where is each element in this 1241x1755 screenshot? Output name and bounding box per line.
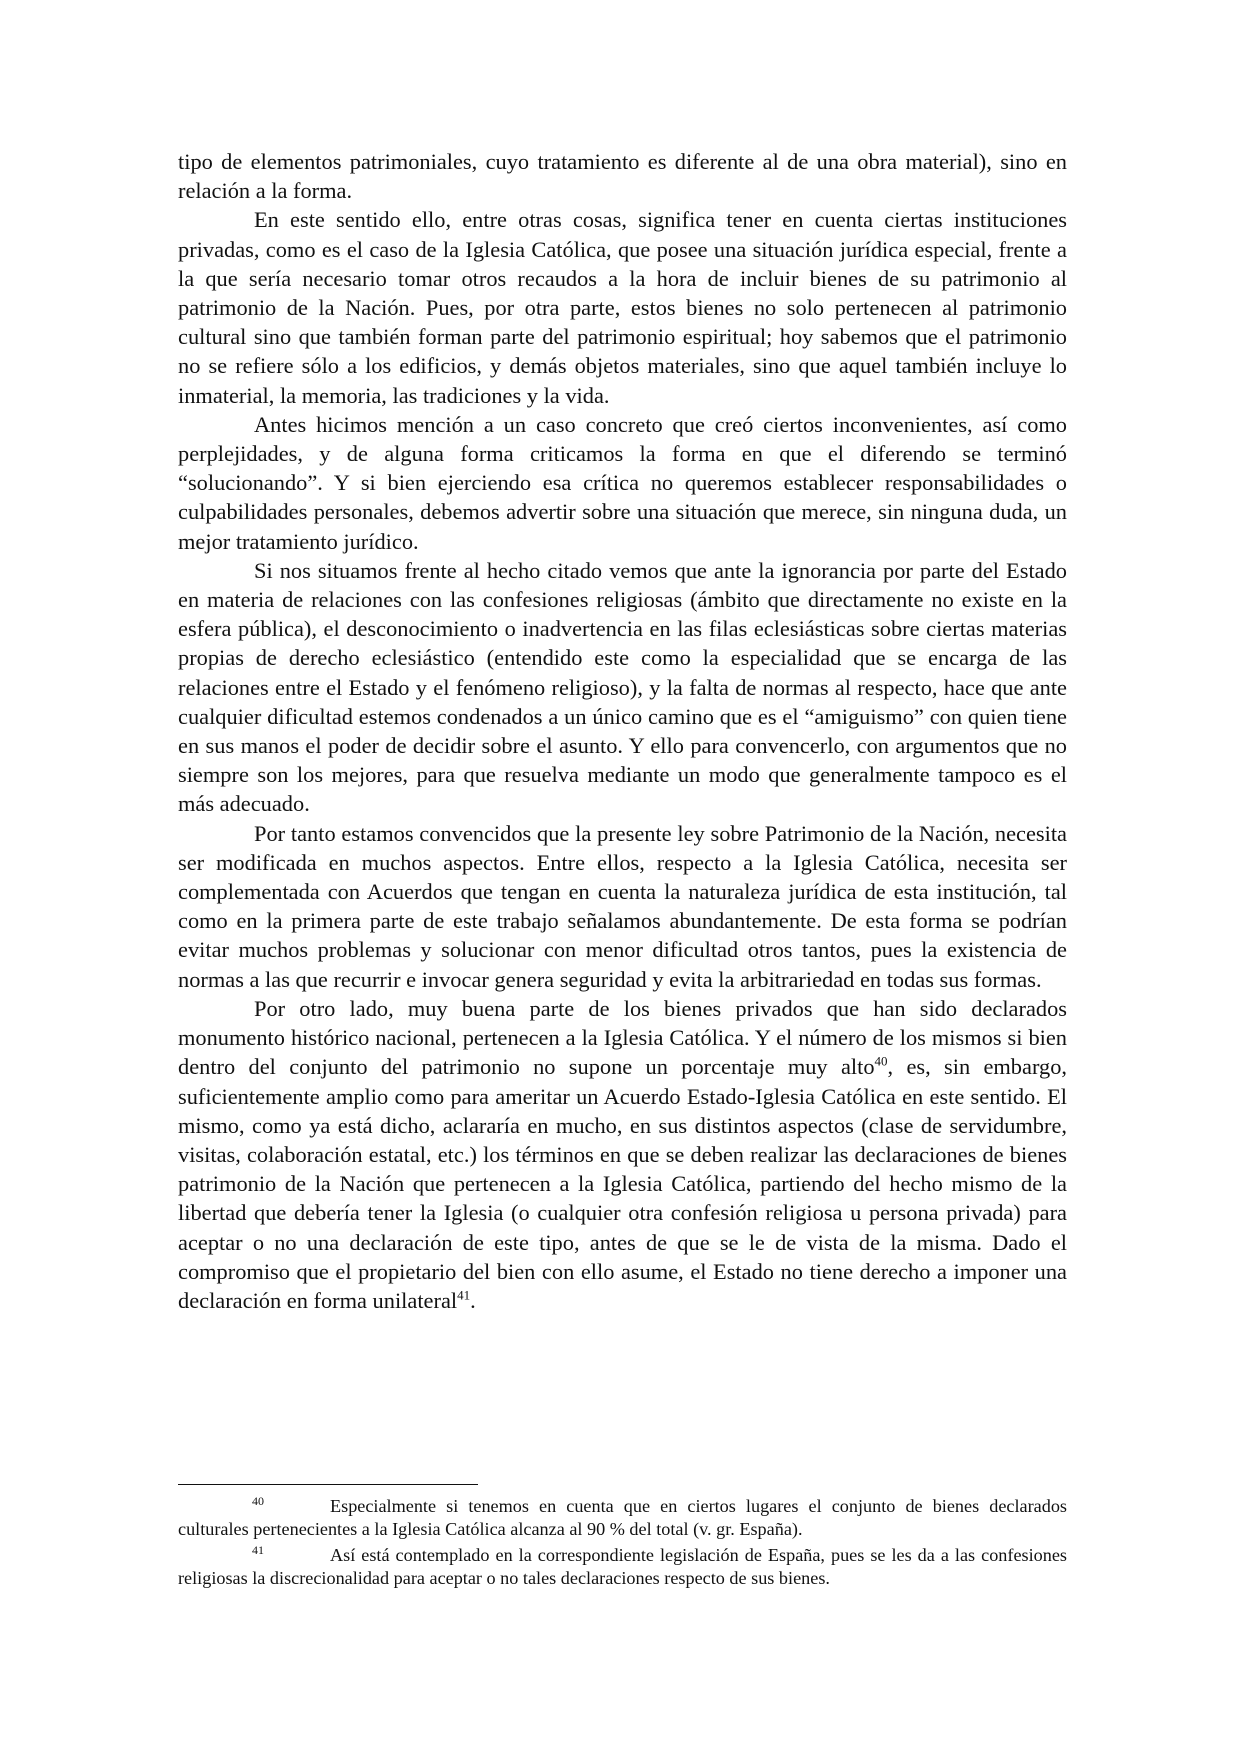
paragraph-6 (178, 994, 1067, 1315)
paragraph-6-part-b: , es, sin embargo, suficientemente amplio como para ameritar un Acuerdo Estado-Iglesia Católica en este sentido. El mismo, como ya está dicho, aclararía en mucho, en sus distintos aspectos (clase de servidumbre, visitas, colaboración estatal, etc.) los términos en que se deben realizar las declaraciones de bienes patrimonio de la Nación que pertenecen a la Iglesia Católica, partiendo del hecho mismo de la libertad que debería tener la Iglesia (o cualquier otra confesión religiosa u persona privada) para aceptar o no una declaración de este tipo, antes de que se le de vista de la misma. Dado el compromiso que el propietario del bien con ello asume, el Estado no tiene derecho a imponer una declaración en forma unilateral (178, 1054, 1067, 1313)
paragraph-2: En este sentido ello, entre otras cosas, significa tener en cuenta ciertas instituciones privadas, como es el caso de la Iglesia Católica, que posee una situación jurídica especial, frente a la que sería necesario tomar otros recaudos a la hora de incluir bienes de su patrimonio al patrimonio de la Nación. Pues, por otra parte, estos bienes no solo pertenecen al patrimonio cultural sino que también forman parte del patrimonio espiritual; hoy sabemos que el patrimonio no se refiere sólo a los edificios, y demás objetos materiales, sino que aquel también incluye lo inmaterial, la memoria, las tradiciones y la vida. (178, 207, 1067, 408)
document-body (178, 147, 1067, 1315)
footnote-ref-40[interactable]: 40 (874, 1053, 888, 1069)
paragraph-4: Si nos situamos frente al hecho citado vemos que ante la ignorancia por parte del Estado en materia de relaciones con las confesiones religiosas (ámbito que directamente no existe en la esfera pública), el desconocimiento o inadvertencia en las filas eclesiásticas sobre ciertas materias propias de derecho eclesiástico (entendido este como la especialidad que se encarga de las relaciones entre el Estado y el fenómeno religioso), y la falta de normas al respecto, hace que ante cualquier dificultad estemos condenados a un único camino que es el “amiguismo” con quien tiene en sus manos el poder de decidir sobre el asunto. Y ello para convencerlo, con argumentos que no siempre son los mejores, para que resuelva mediante un modo que generalmente tampoco es el más adecuado. (178, 557, 1067, 817)
paragraph-3: Antes hicimos mención a un caso concreto que creó ciertos inconvenientes, así como perplejidades, y de alguna forma criticamos la forma en que el diferendo se terminó “solucionando”. Y si bien ejerciendo esa crítica no queremos establecer responsabilidades o culpabilidades personales, debemos advertir sobre una situación que merece, sin ninguna duda, un mejor tratamiento jurídico. (178, 411, 1067, 554)
footnote-41: 41 Así está contemplado en la correspondiente legislación de España, pues se les da a las confesiones religiosas la discrecionalidad para aceptar o no tales declaraciones respecto de sus bienes. (178, 1542, 1067, 1588)
footnote-ref-41[interactable]: 41 (457, 1287, 471, 1303)
footnotes-section (178, 1484, 1067, 1593)
paragraph-6-part-a: Por otro lado, muy buena parte de los bienes privados que han sido declarados monumento histórico nacional, pertenecen a la Iglesia Católica. Y el número de los mismos si bien dentro del conjunto del patrimonio no supone un porcentaje muy alto (178, 995, 1067, 1080)
footnote-separator (178, 1484, 478, 1485)
footnote-40: 40 Especialmente si tenemos en cuenta que en ciertos lugares el conjunto de bienes declarados culturales pertenecientes a la Iglesia Católica alcanza al 90 % del total (v. gr. España). (178, 1493, 1067, 1539)
paragraph-5: Por tanto estamos convencidos que la presente ley sobre Patrimonio de la Nación, necesita ser modificada en muchos aspectos. Entre ellos, respecto a la Iglesia Católica, necesita ser complementada con Acuerdos que tengan en cuenta la naturaleza jurídica de esta institución, tal como en la primera parte de este trabajo señalamos abundantemente. De esta forma se podrían evitar muchos problemas y solucionar con menor dificultad otros tantos, pues la existencia de normas a las que recurrir e invocar genera seguridad y evita la arbitrariedad en todas sus formas. (178, 820, 1067, 992)
footnote-text: Así está contemplado en la correspondiente legislación de España, pues se les da a las confesiones religiosas la discrecionalidad para aceptar o no tales declaraciones respecto de sus bienes. (178, 1545, 1067, 1588)
footnote-text: Especialmente si tenemos en cuenta que en ciertos lugares el conjunto de bienes declarados culturales pertenecientes a la Iglesia Católica alcanza al 90 % del total (v. gr. España). (178, 1496, 1067, 1539)
paragraph-6-part-c: . (470, 1287, 476, 1313)
paragraph-1: tipo de elementos patrimoniales, cuyo tratamiento es diferente al de una obra material), sino en relación a la forma. (178, 149, 1067, 204)
